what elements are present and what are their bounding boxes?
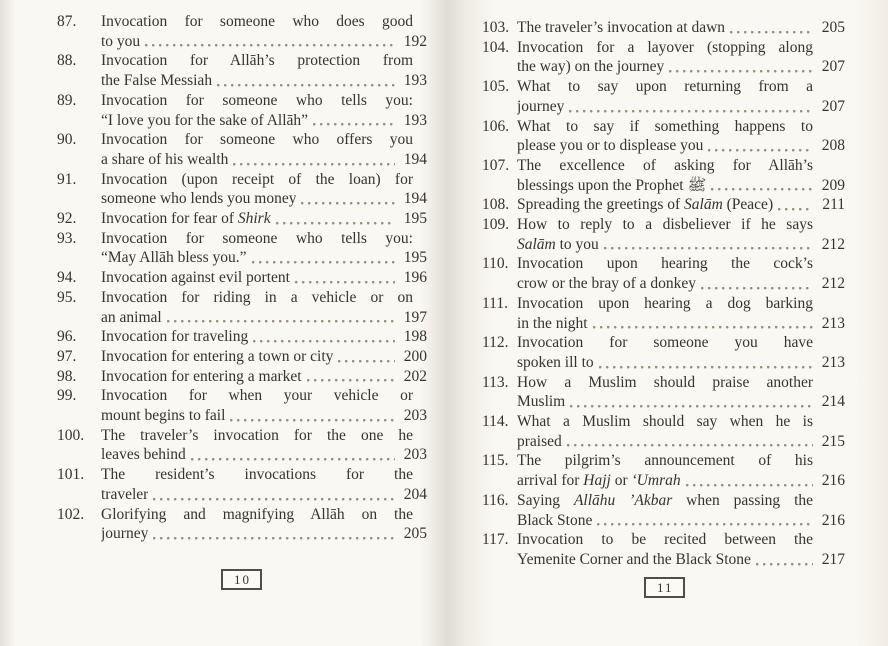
- entry-number: 96.: [57, 328, 77, 346]
- entry-line: What a Muslim should say when he is: [517, 413, 813, 431]
- entry-line: Invocation for someone who offers you: [101, 131, 413, 149]
- entry-line: Invocation for Allāh’s protection from: [101, 52, 413, 70]
- entry-number: 111.: [482, 294, 508, 312]
- entry-line: Invocation for someone who tells you:: [101, 229, 413, 247]
- entry-number: 93.: [57, 229, 77, 247]
- entry-line: Invocation to be recited between the: [517, 531, 813, 549]
- entry-line: the False Messiah: [101, 72, 213, 90]
- toc-entry: [57, 170, 427, 209]
- entry-page-ref: 212: [821, 275, 845, 293]
- entry-line: Saying Allāhu ’Akbar when passing the: [517, 491, 814, 509]
- entry-number: 89.: [57, 91, 77, 109]
- entry-number: 90.: [57, 131, 77, 149]
- toc-entry: [482, 77, 845, 116]
- entry-line: Invocation for entering a town or city: [101, 347, 334, 365]
- dot-leader: [230, 419, 395, 422]
- entry-number: 101.: [57, 466, 85, 484]
- dot-leader: [570, 405, 813, 408]
- toc-entry: [57, 465, 427, 504]
- entry-number: 102.: [57, 505, 85, 523]
- toc-entry: [482, 38, 845, 77]
- entry-line: Invocation for someone who does good: [101, 13, 413, 30]
- entry-line: praised: [517, 432, 562, 450]
- entry-number: 91.: [57, 170, 77, 188]
- entry-page-ref: 208: [821, 137, 845, 155]
- toc-entry: [482, 18, 845, 38]
- entry-line: The excellence of asking for Allāh’s: [517, 156, 813, 174]
- entry-line: arrival for Hajj or ‘Umrah: [517, 472, 681, 490]
- dot-leader: [593, 326, 813, 329]
- entry-page-ref: 213: [821, 314, 845, 332]
- dot-leader: [217, 84, 395, 87]
- entry-number: 97.: [57, 347, 77, 365]
- dot-leader: [307, 379, 395, 382]
- entry-line: Invocation against evil portent: [101, 269, 290, 287]
- entry-line: Spreading the greetings of Salām (Peace): [517, 196, 774, 214]
- entry-page-ref: 195: [403, 210, 427, 228]
- entry-line: Muslim: [517, 393, 566, 411]
- entry-line: Invocation for riding in a vehicle or on: [101, 288, 413, 306]
- entry-page-ref: 205: [821, 19, 845, 36]
- entry-line: Invocation for a layover (stopping along: [517, 38, 813, 56]
- entry-number: 109.: [482, 216, 510, 234]
- entry-number: 117.: [482, 531, 509, 549]
- dot-leader: [604, 247, 813, 250]
- page-number-box-right: 11: [644, 577, 685, 598]
- entry-line: Invocation (upon receipt of the loan) for: [101, 170, 413, 188]
- page-number-box-left: 10: [221, 569, 262, 590]
- entry-line: please you or to displease you: [517, 137, 704, 155]
- dot-leader: [711, 188, 813, 191]
- entry-line: someone who lends you money: [101, 190, 297, 208]
- entry-number: 116.: [482, 491, 509, 509]
- toc-entry: [57, 327, 427, 347]
- toc-entry: [482, 215, 845, 254]
- entry-line: in the night: [517, 314, 588, 332]
- toc-entry: [482, 451, 845, 490]
- entry-page-ref: 204: [403, 485, 427, 503]
- entry-number: 99.: [57, 387, 77, 405]
- entry-line: Invocation for someone who tells you:: [101, 91, 413, 109]
- entry-page-ref: 193: [403, 111, 427, 129]
- toc-page-left: [57, 12, 427, 544]
- entry-line: The pilgrim’s announcement of his: [517, 452, 813, 470]
- entry-line: The traveler’s invocation at dawn: [517, 19, 726, 36]
- entries: [482, 18, 845, 570]
- dot-leader: [338, 360, 395, 363]
- toc-entry: [482, 412, 845, 451]
- dot-leader: [276, 222, 395, 225]
- entry-page-ref: 195: [403, 249, 427, 267]
- dot-leader: [252, 261, 395, 264]
- entry-line: traveler: [101, 485, 149, 503]
- entry-number: 87.: [57, 13, 77, 30]
- entries: [57, 12, 427, 544]
- entry-page-ref: 197: [403, 308, 427, 326]
- toc-entry: [482, 294, 845, 333]
- entry-line: The resident’s invocations for the: [101, 466, 413, 484]
- toc-entry: [482, 195, 845, 215]
- entry-number: 95.: [57, 288, 77, 306]
- entry-line: Salām to you: [517, 235, 599, 253]
- entry-number: 108.: [482, 196, 510, 214]
- entry-page-ref: 192: [403, 32, 427, 50]
- entry-page-ref: 200: [403, 347, 427, 365]
- toc-entry: [482, 333, 845, 372]
- toc-entry: [57, 505, 427, 544]
- entry-page-ref: 203: [403, 407, 427, 425]
- dot-leader: [191, 458, 395, 461]
- entry-page-ref: 209: [821, 176, 845, 194]
- toc-entry: [57, 386, 427, 425]
- entry-page-ref: 205: [403, 525, 427, 543]
- entry-page-ref: 202: [403, 367, 427, 385]
- dot-leader: [313, 123, 395, 126]
- toc-entry: [482, 491, 845, 530]
- entry-line: Glorifying and magnifying Allāh on the: [101, 505, 413, 523]
- entry-line: The traveler’s invocation for the one he: [101, 426, 413, 444]
- toc-page-right: [482, 18, 845, 570]
- entry-line: to you: [101, 32, 141, 50]
- toc-entry: [57, 130, 427, 169]
- entry-number: 112.: [482, 334, 509, 352]
- entry-number: 104.: [482, 38, 510, 56]
- entry-line: “May Allāh bless you.”: [101, 249, 247, 267]
- dot-leader: [167, 320, 395, 323]
- entry-line: leaves behind: [101, 446, 186, 464]
- entry-line: Invocation for someone you have: [517, 334, 813, 352]
- toc-entry: [57, 367, 427, 387]
- entry-number: 88.: [57, 52, 77, 70]
- entry-page-ref: 203: [403, 446, 427, 464]
- dot-leader: [567, 444, 813, 447]
- dot-leader: [599, 366, 813, 369]
- entry-number: 107.: [482, 156, 510, 174]
- entry-page-ref: 194: [403, 190, 427, 208]
- entry-page-ref: 194: [403, 150, 427, 168]
- dot-leader: [778, 208, 813, 211]
- toc-entry: [57, 288, 427, 327]
- toc-entry: [482, 373, 845, 412]
- entry-page-ref: 215: [821, 432, 845, 450]
- entry-page-ref: 207: [821, 97, 845, 115]
- entry-line: Invocation for traveling: [101, 328, 249, 346]
- dot-leader: [597, 523, 813, 526]
- toc-entry: [482, 254, 845, 293]
- toc-entry: [57, 51, 427, 90]
- entry-page-ref: 193: [403, 72, 427, 90]
- entry-line: a share of his wealth: [101, 150, 229, 168]
- entry-page-ref: 198: [403, 328, 427, 346]
- entry-line: Invocation for fear of Shirk: [101, 210, 271, 228]
- entry-number: 100.: [57, 426, 85, 444]
- toc-entry: [57, 12, 427, 51]
- dot-leader: [708, 149, 813, 152]
- entry-line: Black Stone: [517, 511, 593, 529]
- entry-page-ref: 196: [403, 269, 427, 287]
- dot-leader: [730, 31, 813, 34]
- dot-leader: [145, 44, 395, 47]
- entry-page-ref: 216: [821, 472, 845, 490]
- entry-number: 115.: [482, 452, 509, 470]
- entry-number: 105.: [482, 78, 510, 96]
- entry-line: Invocation upon hearing the cock’s: [517, 255, 813, 273]
- dot-leader: [295, 281, 395, 284]
- entry-line: How a Muslim should praise another: [517, 373, 813, 391]
- entry-number: 114.: [482, 413, 509, 431]
- entry-line: Invocation for entering a market: [101, 367, 302, 385]
- dot-leader: [301, 202, 395, 205]
- dot-leader: [233, 163, 395, 166]
- entry-line: an animal: [101, 308, 162, 326]
- entry-page-ref: 207: [821, 58, 845, 76]
- entry-line: journey: [517, 97, 565, 115]
- entry-number: 94.: [57, 269, 77, 287]
- entry-page-ref: 214: [821, 393, 845, 411]
- toc-entry: [482, 117, 845, 156]
- toc-entry: [57, 268, 427, 288]
- entry-line: “I love you for the sake of Allāh”: [101, 111, 309, 129]
- entry-page-ref: 213: [821, 353, 845, 371]
- entry-page-ref: 211: [822, 196, 845, 214]
- dot-leader: [669, 70, 813, 73]
- entry-page-ref: 216: [821, 511, 845, 529]
- entry-line: the way) on the journey: [517, 58, 665, 76]
- toc-entry: [57, 209, 427, 229]
- toc-entry: [482, 530, 845, 569]
- entry-number: 113.: [482, 373, 509, 391]
- dot-leader: [756, 563, 813, 566]
- dot-leader: [153, 498, 395, 501]
- entry-line: Yemenite Corner and the Black Stone: [517, 550, 751, 568]
- entry-line: Invocation for when your vehicle or: [101, 387, 413, 405]
- entry-number: 98.: [57, 367, 77, 385]
- dot-leader: [686, 484, 813, 487]
- entry-line: crow or the bray of a donkey: [517, 275, 697, 293]
- entry-line: Invocation upon hearing a dog barking: [517, 294, 813, 312]
- entry-line: What to say if something happens to: [517, 117, 813, 135]
- entry-number: 103.: [482, 19, 510, 36]
- entry-page-ref: 217: [821, 550, 845, 568]
- toc-entry: [57, 229, 427, 268]
- entry-number: 110.: [482, 255, 509, 273]
- entry-line: What to say upon returning from a: [517, 78, 813, 96]
- toc-entry: [57, 347, 427, 367]
- entry-number: 92.: [57, 210, 77, 228]
- entry-line: journey: [101, 525, 149, 543]
- entry-line: mount begins to fail: [101, 407, 226, 425]
- toc-entry: [57, 426, 427, 465]
- dot-leader: [253, 340, 395, 343]
- toc-entry: [482, 156, 845, 195]
- dot-leader: [153, 537, 395, 540]
- toc-entry: [57, 91, 427, 130]
- entry-line: blessings upon the Prophet ﷺ: [517, 176, 707, 194]
- dot-leader: [569, 110, 813, 113]
- dot-leader: [701, 287, 813, 290]
- entry-page-ref: 212: [821, 235, 845, 253]
- entry-number: 106.: [482, 117, 510, 135]
- entry-line: spoken ill to: [517, 353, 594, 371]
- entry-line: How to reply to a disbeliever if he says: [517, 216, 813, 234]
